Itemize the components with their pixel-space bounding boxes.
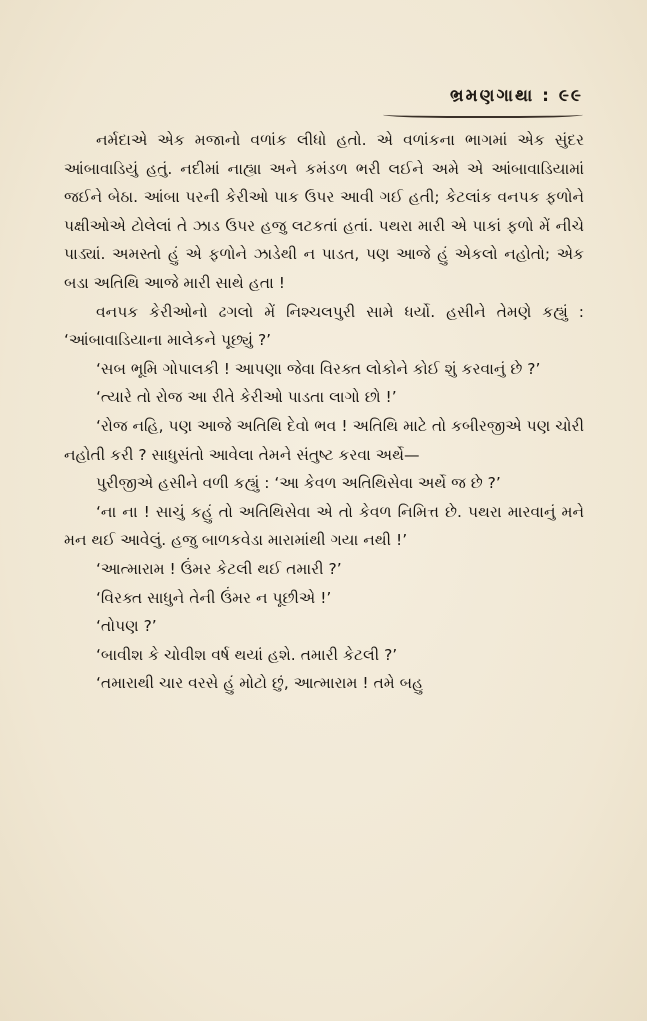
header-underline-ornament [383,110,583,118]
paragraph-1: નર્મદાએ એક મજાનો વળાંક લીધો હતો. એ વળાંકના ભાગમાં એક સુંદર આંબાવાડિયું હતું. નદીમાં નાહ્યા અને કમંડળ ભરી લઈને અમે એ આંબાવાડિયામાં જઈને બેઠા. આંબા પરની કેરીઓ પાક ઉપર આવી ગઈ હતી; કેટલાંક વનપક ફળોને પક્ષીઓએ ટોલેલાં તે ઝાડ ઉપર હજુ લટકતાં હતાં. પથરા મારી એ પાકાં ફળો મેં નીચે પાડ્યાં. અમસ્તો હું એ ફળોને ઝાડેથી ન પાડત, પણ આજે હું એકલો નહોતો; એક બડા અતિથિ આજે મારી સાથે હતા ! [64,131,584,292]
paragraph-5: ‘રોજ નહિ, પણ આજે અતિથિ દેવો ભવ ! અતિથિ માટે તો કબીરજીએ પણ ચોરી નહોતી કરી ? સાધુસંતો આવેલા તેમને સંતુષ્ટ કરવા અર્થે— [64,416,584,464]
paragraph-6: પુરીજીએ હસીને વળી કહ્યું : ‘આ કેવળ અતિથિસેવા અર્થે જ છે ?’ [96,474,501,493]
paragraph-7: ‘ના ના ! સાચું કહું તો અતિથિસેવા એ તો કેવળ નિમિત્ત છે. પથરા મારવાનું મને મન થઈ આવેલું. હજુ બાળકવેડા મારામાંથી ગયા નથી !’ [64,502,584,550]
paragraph-2: વનપક કેરીઓનો ઢગલો મેં નિશ્ચલપુરી સામે ધર્યો. હસીને તેમણે કહ્યું : ‘આંબાવાડિયાના માલેકને પૂછ્યું ?’ [64,302,584,350]
running-head: ભ્રમણગાથા : ૯૯ [450,86,583,106]
paragraph-4: ‘ત્યારે તો રોજ આ રીતે કેરીઓ પાડતા લાગો છો !’ [96,388,397,407]
paragraph-12: ‘તમારાથી ચાર વરસે હું મોટો છું, આત્મારામ ! તમે બહુ [96,674,424,693]
paragraph-11: ‘બાવીશ કે ચોવીશ વર્ષ થયાં હશે. તમારી કેટલી ?’ [96,645,398,664]
paragraph-3: ‘સબ ભૂમિ ગોપાલકી ! આપણા જેવા વિરક્ત લોકોને કોઈ શું કરવાનું છે ?’ [96,359,541,378]
paragraph-8: ‘આત્મારામ ! ઉંમર કેટલી થઈ તમારી ?’ [96,559,342,578]
paragraph-10: ‘તોપણ ?’ [96,617,157,636]
page-body [64,126,584,698]
paragraph-9: ‘વિરક્ત સાધુને તેની ઉંમર ન પૂછીએ !’ [96,588,332,607]
